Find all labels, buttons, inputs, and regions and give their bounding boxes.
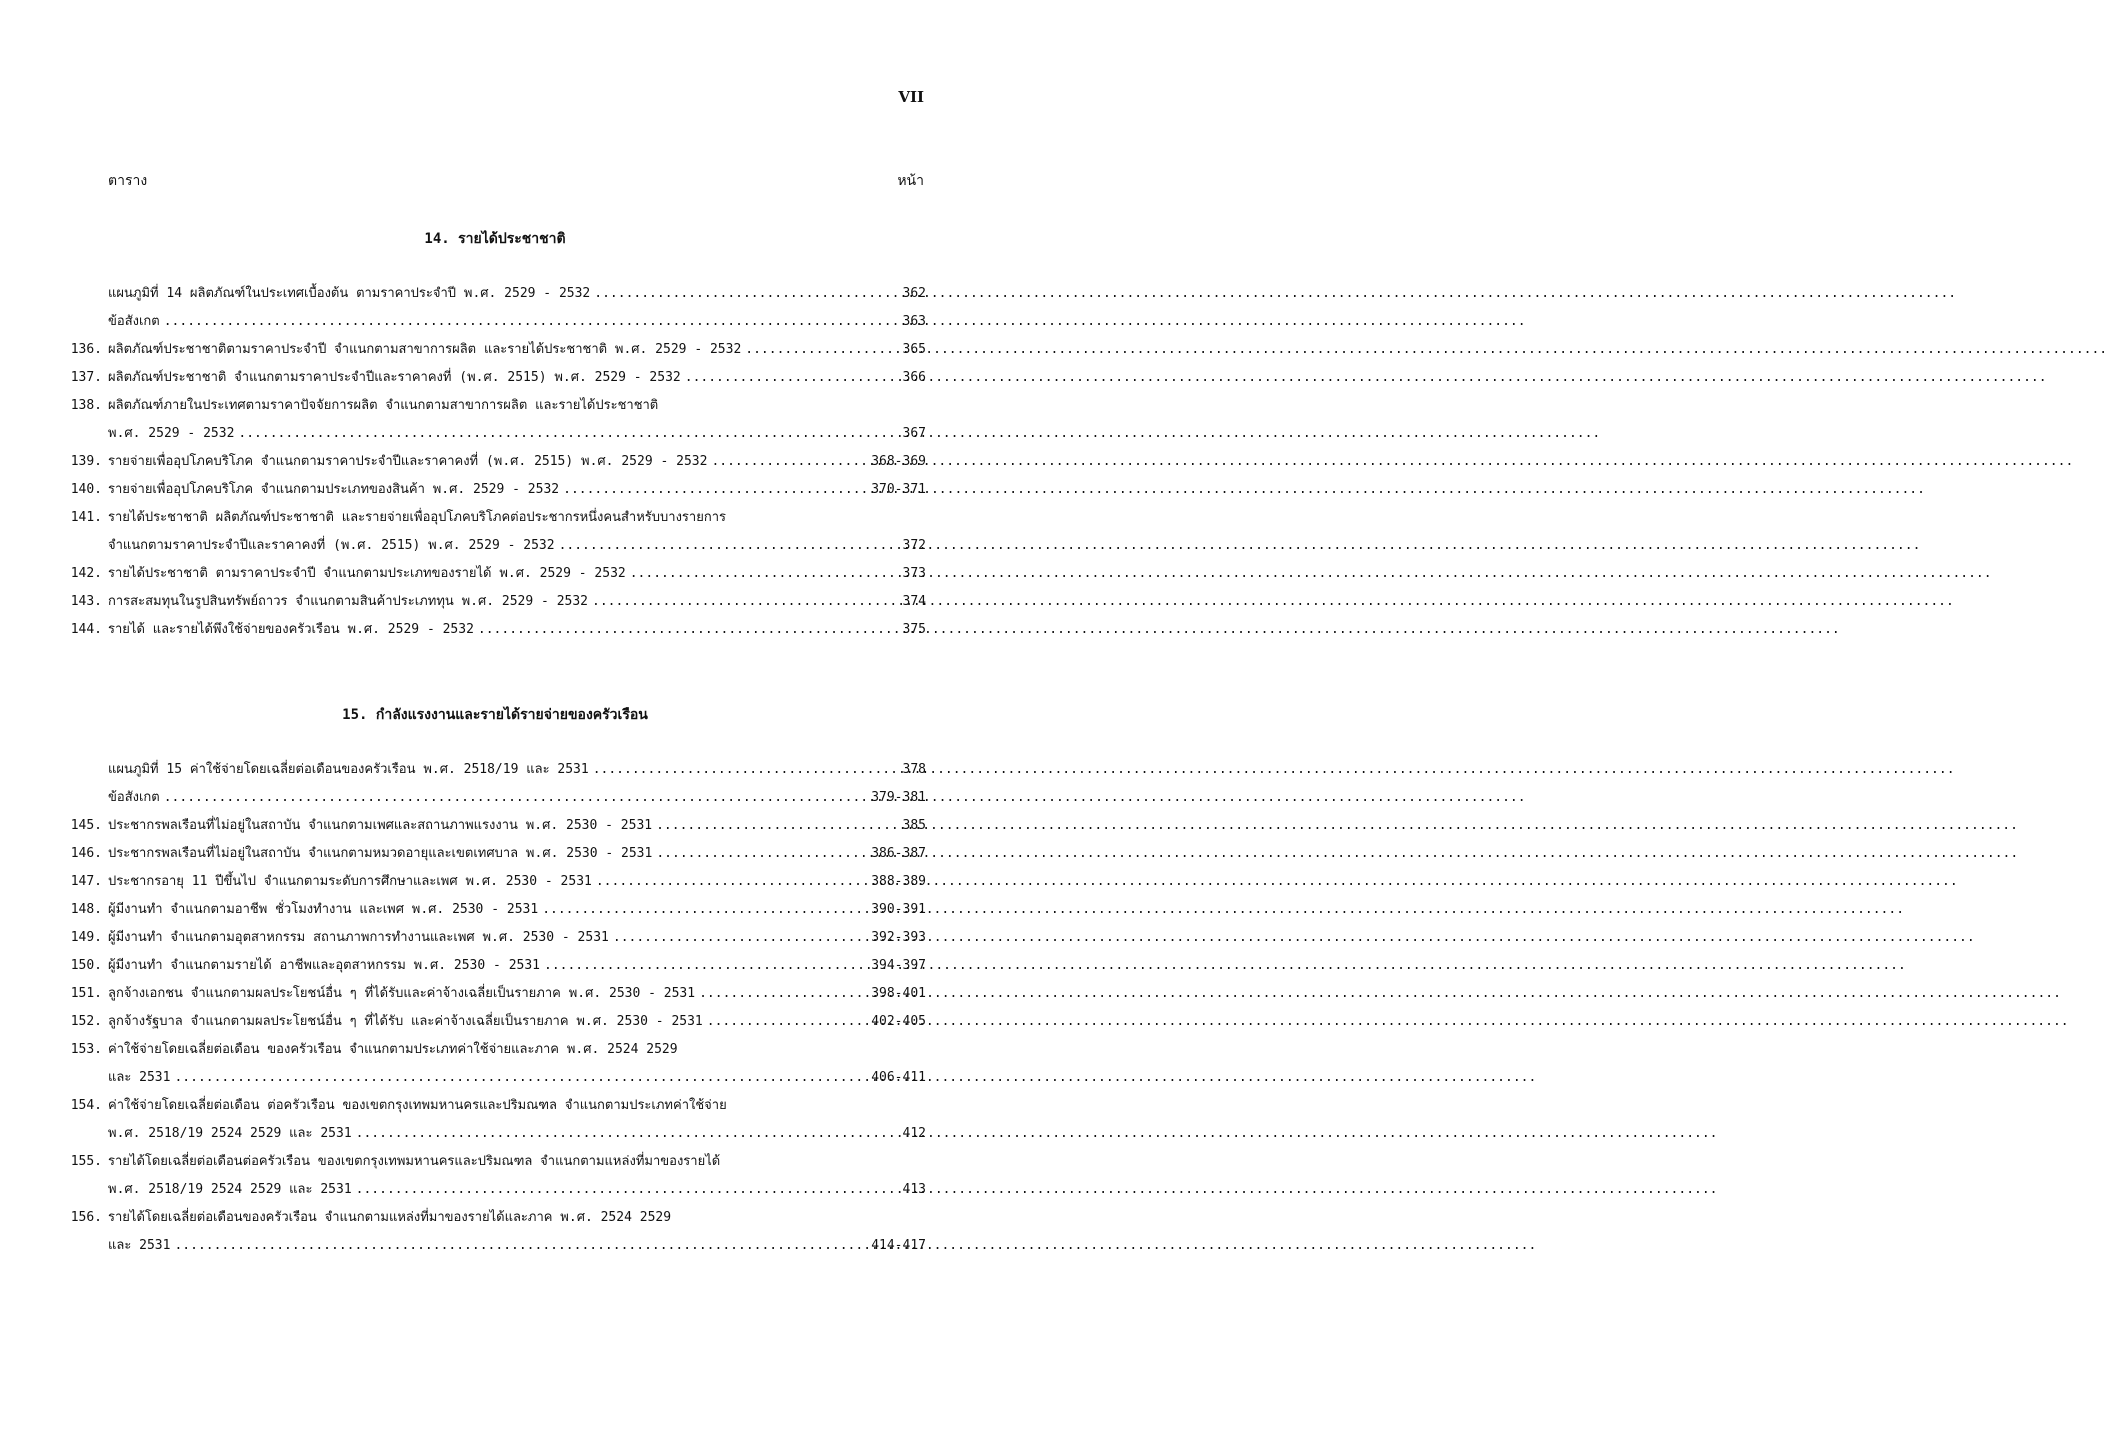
- toc-entry-line: [60, 1008, 926, 1036]
- dot-leader: [707, 1008, 867, 1036]
- toc-entry: [60, 588, 926, 616]
- toc-entry: [60, 448, 926, 476]
- toc-entry-number: 137.: [70, 370, 102, 385]
- toc-entry: [60, 840, 926, 868]
- toc-entry: [60, 280, 926, 308]
- toc-entry-line: [60, 1176, 926, 1204]
- toc-entry-page: 379-381: [871, 790, 926, 805]
- toc-entry-page: 406-411: [871, 1070, 926, 1085]
- toc-entry-number: 136.: [70, 342, 102, 357]
- toc-entry-page: 378: [902, 762, 926, 777]
- toc-entry-page: 386-387: [871, 846, 926, 861]
- toc-entry-line: [60, 308, 926, 336]
- toc-entry-title: ผู้มีงานทำ จำแนกตามรายได้ อาชีพและอุตสาหกรรม พ.ศ. 2530 - 2531: [108, 958, 540, 973]
- toc-entry-number: 149.: [70, 930, 102, 945]
- toc-entry-title: รายจ่ายเพื่ออุปโภคบริโภค จำแนกตามประเภทของสินค้า พ.ศ. 2529 - 2532: [108, 482, 560, 497]
- toc-entry-title: ลูกจ้างรัฐบาล จำแนกตามผลประโยชน์อื่น ๆ ที่ได้รับ และค่าจ้างเฉลี่ยเป็นรายภาค พ.ศ. 2530 - 2531: [108, 1014, 703, 1029]
- dot-leader: [164, 308, 882, 336]
- toc-entry-title: พ.ศ. 2518/19 2524 2529 และ 2531: [108, 1126, 352, 1141]
- toc-entry-line: [60, 588, 926, 616]
- toc-entry-line: [60, 616, 926, 644]
- toc-entry-line: [60, 980, 926, 1008]
- toc-entry: [60, 476, 926, 504]
- dot-leader: [478, 616, 882, 644]
- section-title-14: 14. รายได้ประชาชาติ: [424, 231, 566, 247]
- toc-entry-number: 146.: [70, 846, 102, 861]
- toc-entry-title: ผลิตภัณฑ์ประชาชาติ จำแนกตามราคาประจำปีและราคาคงที่ (พ.ศ. 2515) พ.ศ. 2529 - 2532: [108, 370, 681, 385]
- toc-entry-line: [60, 1092, 926, 1120]
- toc-entry-line: [60, 280, 926, 308]
- dot-leader: [174, 1064, 867, 1092]
- dot-leader: [559, 532, 882, 560]
- dot-leader: [593, 756, 882, 784]
- toc-entry-line: [60, 1204, 926, 1232]
- toc-entry-title: ค่าใช้จ่ายโดยเฉลี่ยต่อเดือน ของครัวเรือน จำแนกตามประเภทค่าใช้จ่ายและภาค พ.ศ. 2524 2529: [108, 1042, 678, 1057]
- section-title-15: 15. กำลังแรงงานและรายได้รายจ่ายของครัวเรือน: [342, 707, 648, 723]
- toc-entry: [60, 364, 926, 392]
- dot-leader: [563, 476, 867, 504]
- toc-entry-number: 152.: [70, 1014, 102, 1029]
- toc-entry-line: [60, 560, 926, 588]
- toc-entry-page: 367: [902, 426, 926, 441]
- toc-entry-title: รายได้ประชาชาติ ตามราคาประจำปี จำแนกตามประเภทของรายได้ พ.ศ. 2529 - 2532: [108, 566, 626, 581]
- toc-entry: [60, 784, 926, 812]
- toc-entry-title: การสะสมทุนในรูปสินทรัพย์ถาวร จำแนกตามสินค้าประเภททุน พ.ศ. 2529 - 2532: [108, 594, 588, 609]
- toc-entry: [60, 1204, 926, 1260]
- toc-entry-line: [60, 392, 926, 420]
- dot-leader: [164, 784, 867, 812]
- toc-entry-number: 154.: [70, 1098, 102, 1113]
- toc-entry: [60, 924, 926, 952]
- dot-leader: [596, 868, 867, 896]
- toc-entry-page: 372: [902, 538, 926, 553]
- toc-entry-number: 141.: [70, 510, 102, 525]
- dot-leader: [542, 896, 867, 924]
- dot-leader: [174, 1232, 867, 1260]
- toc-entry-title: รายได้ประชาชาติ ผลิตภัณฑ์ประชาชาติ และรายจ่ายเพื่ออุปโภคบริโภคต่อประชากรหนึ่งคนสำหรับบางรายการ: [108, 510, 726, 525]
- toc-entry-line: [60, 812, 926, 840]
- toc-entry: [60, 336, 926, 364]
- toc-entry-page: 414-417: [871, 1238, 926, 1253]
- toc-entry-number: 153.: [70, 1042, 102, 1057]
- dot-leader: [656, 812, 882, 840]
- dot-leader: [685, 364, 882, 392]
- toc-entry: [60, 308, 926, 336]
- toc-entry: [60, 980, 926, 1008]
- toc-entry-number: 145.: [70, 818, 102, 833]
- toc-entry-title: รายได้ และรายได้พึงใช้จ่ายของครัวเรือน พ.ศ. 2529 - 2532: [108, 622, 474, 637]
- toc-entry-number: 151.: [70, 986, 102, 1001]
- toc-entry: [60, 952, 926, 980]
- toc-entry-number: 144.: [70, 622, 102, 637]
- toc-entry-page: 388-389: [871, 874, 926, 889]
- toc-entry-page: 375: [902, 622, 926, 637]
- toc-entry-line: [60, 952, 926, 980]
- dot-leader: [594, 280, 882, 308]
- toc-entry-line: [60, 504, 926, 532]
- toc-entry-page: 402-405: [871, 1014, 926, 1029]
- toc-entry-page: 374: [902, 594, 926, 609]
- toc-section-14: [60, 280, 926, 644]
- toc-entry-title: แผนภูมิที่ 15 ค่าใช้จ่ายโดยเฉลี่ยต่อเดือนของครัวเรือน พ.ศ. 2518/19 และ 2531: [108, 762, 589, 777]
- toc-entry-number: 147.: [70, 874, 102, 889]
- toc-entry-line: [60, 924, 926, 952]
- toc-entry: [60, 1036, 926, 1092]
- column-header-table: ตาราง: [108, 173, 148, 189]
- toc-entry-title: ประชากรอายุ 11 ปีขึ้นไป จำแนกตามระดับการศึกษาและเพศ พ.ศ. 2530 - 2531: [108, 874, 592, 889]
- toc-entry-title: รายได้โดยเฉลี่ยต่อเดือนต่อครัวเรือน ของเขตกรุงเทพมหานครและปริมณฑล จำแนกตามแหล่งที่มาของรายได้: [108, 1154, 721, 1169]
- toc-entry-line: [60, 364, 926, 392]
- toc-entry-line: [60, 420, 926, 448]
- toc-entry-title: พ.ศ. 2529 - 2532: [108, 426, 235, 441]
- dot-leader: [613, 924, 867, 952]
- toc-entry-number: 155.: [70, 1154, 102, 1169]
- toc-entry-line: [60, 756, 926, 784]
- toc-entry-number: 150.: [70, 958, 102, 973]
- toc-entry: [60, 756, 926, 784]
- column-header: [108, 170, 924, 192]
- dot-leader: [356, 1120, 882, 1148]
- toc-entry-line: [60, 1232, 926, 1260]
- toc-entry-title: ลูกจ้างเอกชน จำแนกตามผลประโยชน์อื่น ๆ ที่ได้รับและค่าจ้างเฉลี่ยเป็นรายภาค พ.ศ. 2530 - 2531: [108, 986, 696, 1001]
- toc-entry-number: 143.: [70, 594, 102, 609]
- toc-entry-page: 398-401: [871, 986, 926, 1001]
- toc-entry: [60, 896, 926, 924]
- toc-entry-title: พ.ศ. 2518/19 2524 2529 และ 2531: [108, 1182, 352, 1197]
- toc-entry: [60, 1092, 926, 1148]
- toc-entry-page: 385: [902, 818, 926, 833]
- toc-entry-number: 139.: [70, 454, 102, 469]
- toc-entry: [60, 504, 926, 560]
- dot-leader: [656, 840, 867, 868]
- toc-entry-line: [60, 840, 926, 868]
- dot-leader: [711, 448, 867, 476]
- toc-entry-number: 138.: [70, 398, 102, 413]
- toc-entry-page: 390-391: [871, 902, 926, 917]
- toc-entry-line: [60, 532, 926, 560]
- toc-entry-page: 362: [902, 286, 926, 301]
- toc-entry-number: 156.: [70, 1210, 102, 1225]
- toc-entry-title: รายจ่ายเพื่ออุปโภคบริโภค จำแนกตามราคาประจำปีและราคาคงที่ (พ.ศ. 2515) พ.ศ. 2529 - 2532: [108, 454, 708, 469]
- toc-entry-title: ผลิตภัณฑ์ภายในประเทศตามราคาปัจจัยการผลิต จำแนกตามสาขาการผลิต และรายได้ประชาชาติ: [108, 398, 659, 413]
- toc-entry-page: 392-393: [871, 930, 926, 945]
- toc-entry-page: 412: [902, 1126, 926, 1141]
- toc-entry: [60, 392, 926, 448]
- dot-leader: [699, 980, 867, 1008]
- toc-entry-page: 370-371: [871, 482, 926, 497]
- toc-entry-number: 142.: [70, 566, 102, 581]
- dot-leader: [592, 588, 882, 616]
- toc-entry-title: และ 2531: [108, 1070, 171, 1085]
- toc-entry-page: 365: [902, 342, 926, 357]
- toc-entry-line: [60, 896, 926, 924]
- toc-entry: [60, 560, 926, 588]
- toc-entry-line: [60, 448, 926, 476]
- toc-entry-title: ข้อสังเกต: [108, 790, 160, 805]
- toc-entry: [60, 1148, 926, 1204]
- toc-entry-title: ประชากรพลเรือนที่ไม่อยู่ในสถาบัน จำแนกตามเพศและสถานภาพแรงงาน พ.ศ. 2530 - 2531: [108, 818, 653, 833]
- dot-leader: [630, 560, 882, 588]
- toc-entry-title: รายได้โดยเฉลี่ยต่อเดือนของครัวเรือน จำแนกตามแหล่งที่มาของรายได้และภาค พ.ศ. 2524 2529: [108, 1210, 672, 1225]
- column-header-page: หน้า: [897, 173, 924, 189]
- toc-entry-page: 368-369: [871, 454, 926, 469]
- toc-entry-page: 366: [902, 370, 926, 385]
- toc-entry-title: ประชากรพลเรือนที่ไม่อยู่ในสถาบัน จำแนกตามหมวดอายุและเขตเทศบาล พ.ศ. 2530 - 2531: [108, 846, 653, 861]
- toc-entry-page: 413: [902, 1182, 926, 1197]
- toc-entry-page: 373: [902, 566, 926, 581]
- toc-entry-title: จำแนกตามราคาประจำปีและราคาคงที่ (พ.ศ. 2515) พ.ศ. 2529 - 2532: [108, 538, 555, 553]
- toc-entry-number: 148.: [70, 902, 102, 917]
- toc-entry: [60, 868, 926, 896]
- toc-entry-line: [60, 1148, 926, 1176]
- toc-entry-line: [60, 868, 926, 896]
- toc-entry-title: ผู้มีงานทำ จำแนกตามอุตสาหกรรม สถานภาพการทำงานและเพศ พ.ศ. 2530 - 2531: [108, 930, 609, 945]
- toc-section-15: [60, 756, 926, 1260]
- toc-entry-title: ข้อสังเกต: [108, 314, 160, 329]
- dot-leader: [544, 952, 867, 980]
- toc-entry-line: [60, 336, 926, 364]
- toc-entry-number: 140.: [70, 482, 102, 497]
- toc-entry-page: 394-397: [871, 958, 926, 973]
- toc-entry-page: 363: [902, 314, 926, 329]
- dot-leader: [745, 336, 882, 364]
- toc-entry-title: และ 2531: [108, 1238, 171, 1253]
- toc-entry-title: ผลิตภัณฑ์ประชาชาติตามราคาประจำปี จำแนกตามสาขาการผลิต และรายได้ประชาชาติ พ.ศ. 2529 - 2532: [108, 342, 742, 357]
- toc-entry-line: [60, 1036, 926, 1064]
- toc-entry-line: [60, 1120, 926, 1148]
- toc-entry-title: แผนภูมิที่ 14 ผลิตภัณฑ์ในประเทศเบื้องต้น ตามราคาประจำปี พ.ศ. 2529 - 2532: [108, 286, 591, 301]
- dot-leader: [356, 1176, 882, 1204]
- page-number: VII: [898, 88, 924, 106]
- toc-entry: [60, 616, 926, 644]
- toc-entry: [60, 812, 926, 840]
- toc-entry-title: ค่าใช้จ่ายโดยเฉลี่ยต่อเดือน ต่อครัวเรือน ของเขตกรุงเทพมหานครและปริมณฑล จำแนกตามประเภทค่าใช้จ่าย: [108, 1098, 727, 1113]
- toc-entry-line: [60, 476, 926, 504]
- dot-leader: [238, 420, 882, 448]
- toc-entry-line: [60, 1064, 926, 1092]
- toc-entry-line: [60, 784, 926, 812]
- toc-entry-title: ผู้มีงานทำ จำแนกตามอาชีพ ชั่วโมงทำงาน และเพศ พ.ศ. 2530 - 2531: [108, 902, 539, 917]
- toc-entry: [60, 1008, 926, 1036]
